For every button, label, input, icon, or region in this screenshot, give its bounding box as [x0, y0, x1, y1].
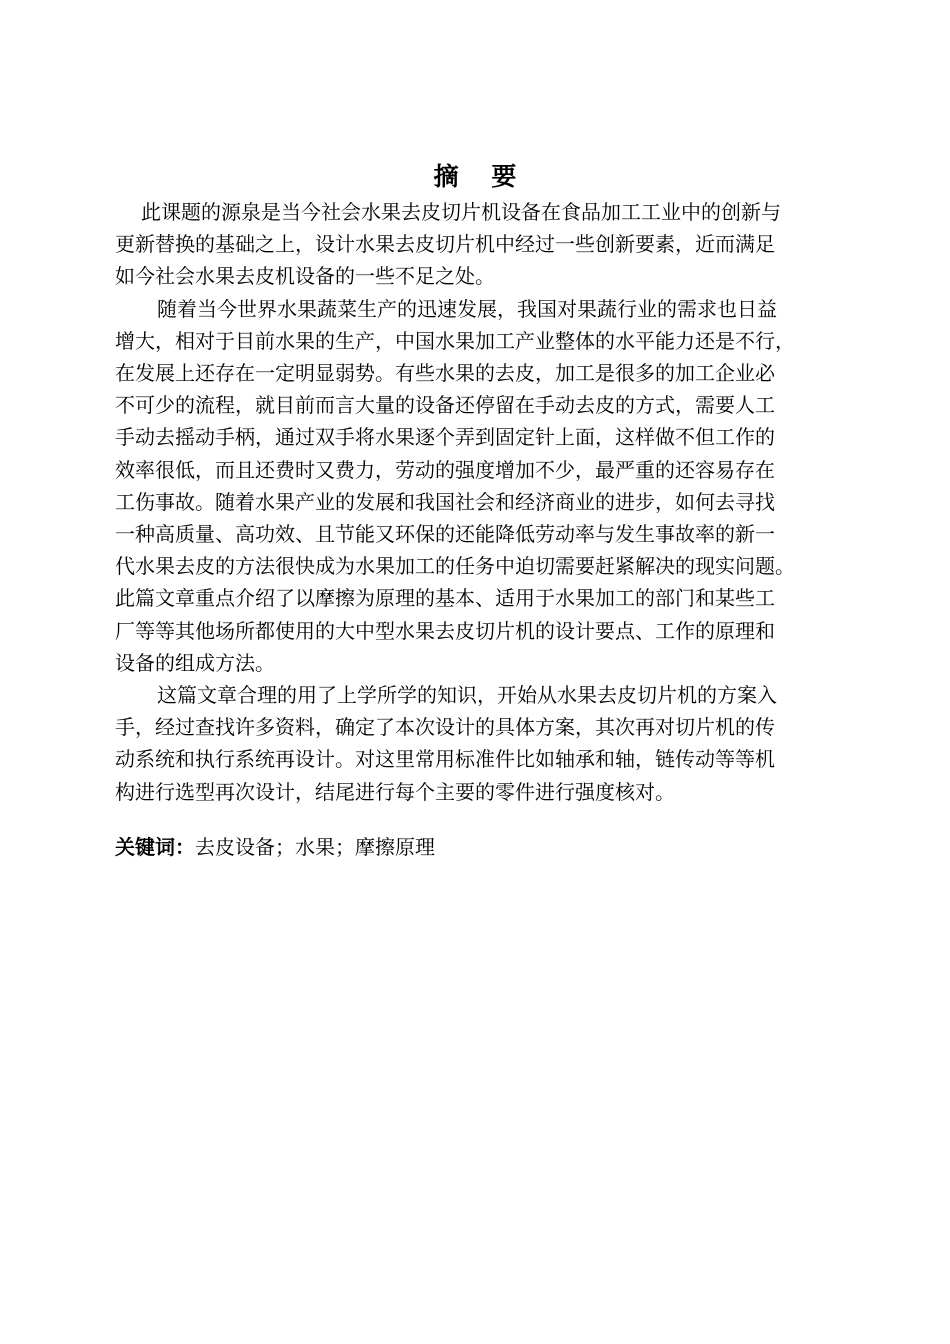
abstract-paragraph-1: 此课题的源泉是当今社会水果去皮切片机设备在食品加工工业中的创新与 更新替换的基础之上，设计水果去皮切片机中经过一些创新要素，近而满足 如今社会水果去皮机设备的一些不足之处。: [115, 200, 781, 289]
keywords-label: 关键词：: [115, 835, 195, 859]
abstract-body: [115, 196, 861, 808]
abstract-paragraph-2: 随着当今世界水果蔬菜生产的迅速发展，我国对果蔬行业的需求也日益 增大，相对于目前水果的生产，中国水果加工产业整体的水平能力还是不行， 在发展上还存在一定明显弱势。有些水果的去皮，加工是很多的加工企业必 不可少的流程，就目前而言大量的设备还停留在手动去皮的方式，需要人工 手动去摇动手柄，通过双手将水果逐个弄到固定针上面，这样做不但工作的 效率很低，而且还费时又费力，劳动的强度增加不少，最严重的还容易存在 工伤事故。随着水果产业的发展和我国社会和经济商业的进步，如何去寻找 一种高质量、高功效、且节能又环保的还能降低劳动率与发生事故率的新一 代水果去皮的方法很快成为水果加工的任务中迫切需要赶紧解决的现实问题。 此篇文章重点介绍了以摩擦为原理的基本、适用于水果加工的部门和某些工 厂等等其他场所都使用的大中型水果去皮切片机的设计要点、工作的原理和 设备的组成方法。: [115, 296, 795, 675]
abstract-title: 摘 要: [433, 162, 529, 191]
abstract-paragraph-3: 这篇文章合理的用了上学所学的知识，开始从水果去皮切片机的方案入 手，经过查找许多资料，确定了本次设计的具体方案，其次再对切片机的传 动系统和执行系统再设计。对这里常用标准件比如轴承和轴，链传动等等机 构进行选型再次设计，结尾进行每个主要的零件进行强度核对。: [115, 683, 777, 804]
keywords-line: [115, 832, 861, 862]
keywords-value: 去皮设备；水果；摩擦原理: [195, 835, 435, 859]
